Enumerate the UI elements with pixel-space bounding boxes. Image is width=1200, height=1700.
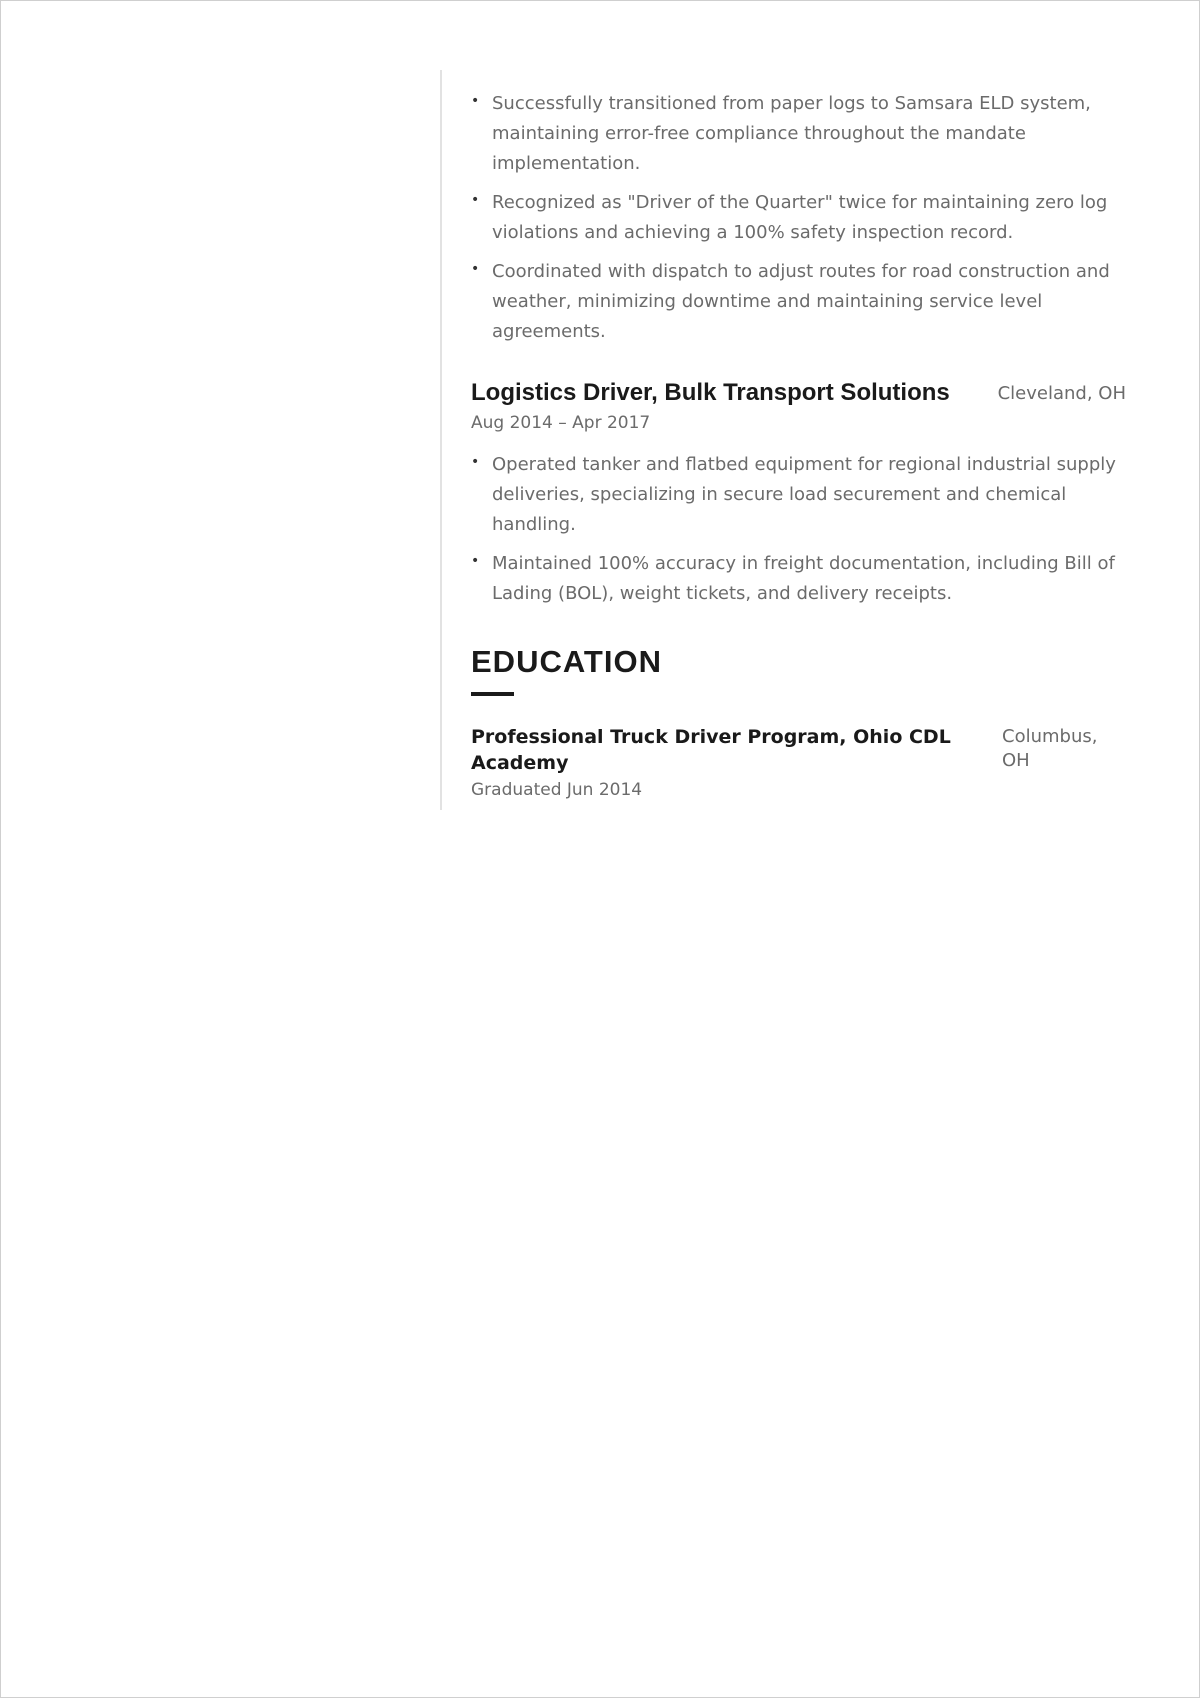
education-heading: EDUCATION [471,644,662,679]
job-dates: Aug 2014 – Apr 2017 [471,413,651,433]
column-divider [440,70,442,810]
job-header [471,377,1131,409]
section-underline [471,692,514,696]
education-entry [471,724,1131,804]
education-location: Columbus, OH [1002,726,1098,771]
job-title: Logistics Driver, Bulk Transport Solutions [471,379,950,406]
education-title: Professional Truck Driver Program, Ohio CDL Academy [471,726,951,774]
bullet-item: • Operated tanker and flatbed equipment for regional industrial supply deliveries, specializing in secure load securement and chemical handling. [471,450,1131,540]
bullet-icon: • [471,553,480,569]
education-date: Graduated Jun 2014 [471,780,643,800]
bullet-icon: • [471,192,480,208]
bullet-item: • Recognized as "Driver of the Quarter" twice for maintaining zero log violations and achieving a 100% safety inspection record. [471,188,1131,248]
job-entry [471,377,1131,609]
bullet-item: • Maintained 100% accuracy in freight documentation, including Bill of Lading (BOL), weight tickets, and delivery receipts. [471,549,1131,609]
job-location: Cleveland, OH [997,383,1126,404]
bullet-item: • Coordinated with dispatch to adjust routes for road construction and weather, minimizing downtime and maintaining service level agreements. [471,257,1131,347]
bullet-item: • Successfully transitioned from paper logs to Samsara ELD system, maintaining error-free compliance throughout the mandate implementation. [471,89,1131,179]
bullet-icon: • [471,261,480,277]
previous-job-bullets [471,89,1131,347]
main-column [471,89,1131,804]
bullet-icon: • [471,93,480,109]
bullet-icon: • [471,454,480,470]
job-bullets [471,450,1131,609]
